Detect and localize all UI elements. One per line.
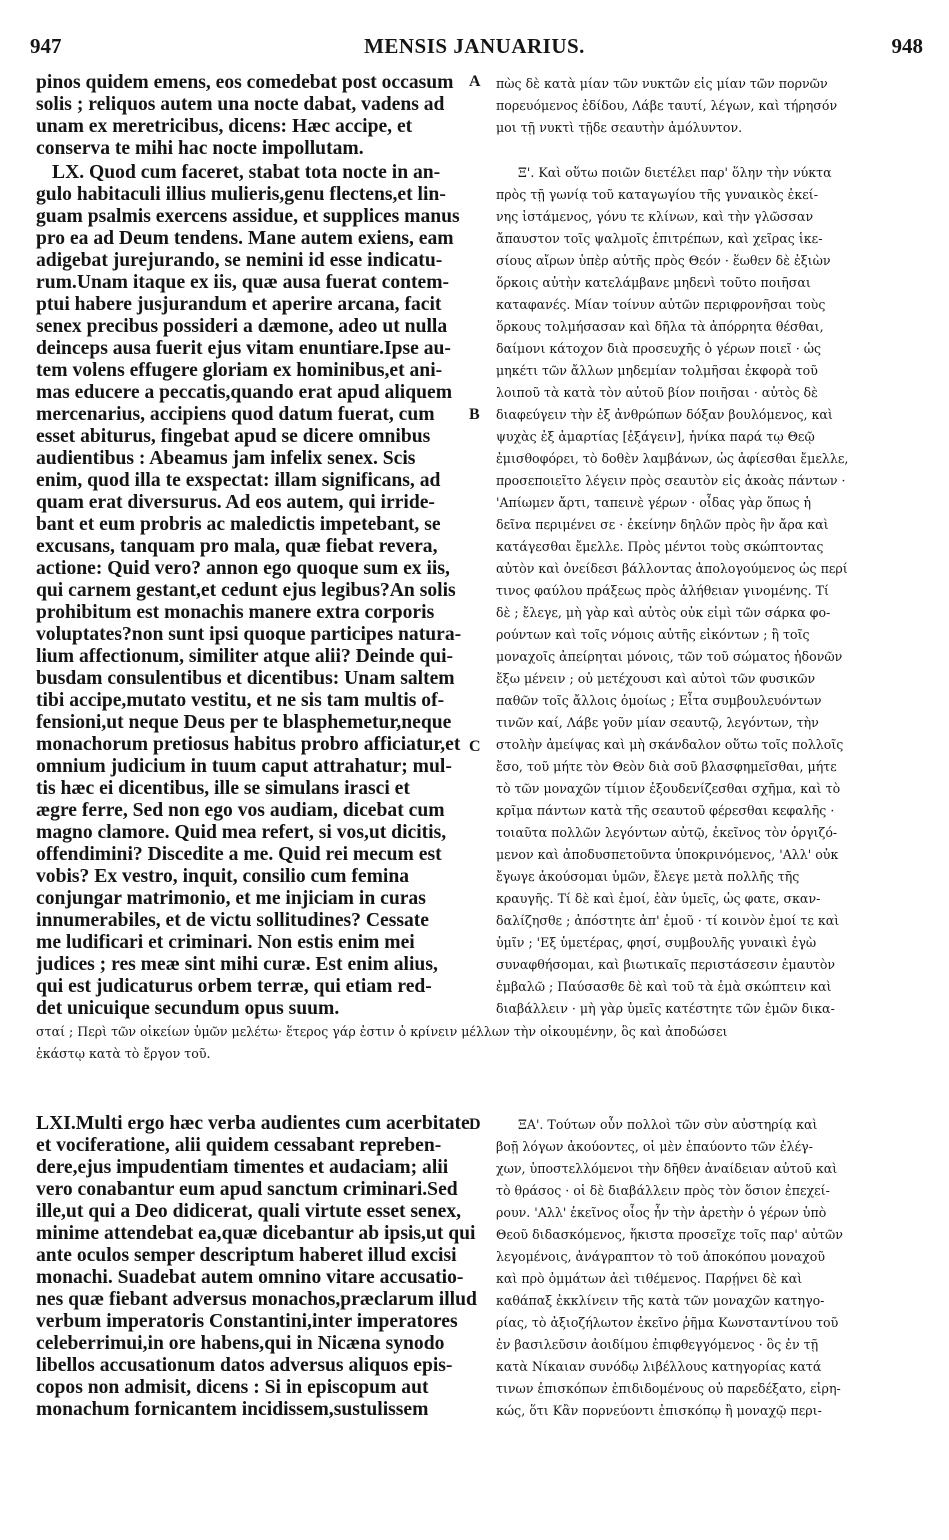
greek-line: τινος φαύλου πράξεως πρὸς ἀλήθειαν γινομένης. Τί bbox=[496, 583, 829, 598]
greek-line: Ξ'. Καὶ οὕτω ποιῶν διετέλει παρ' ὅλην τὴν νύκτα bbox=[518, 165, 832, 180]
latin-line: conjungar matrimonio, et me injiciam in curas bbox=[36, 888, 426, 909]
latin-line: qui est judicaturus orbem terræ, qui etiam red- bbox=[36, 976, 432, 997]
greek-line: καὶ πρὸ ὀμμάτων ἀεὶ τιθέμενος. Παρῄνει δὲ καὶ bbox=[496, 1271, 803, 1286]
greek-line: ὑμῖν ; 'Εξ ὑμετέρας, φησί, συμβουλῆς γυναικὶ ἐγὼ bbox=[496, 935, 817, 950]
greek-line: διαβάλλειν · μὴ γὰρ ὑμεῖς κατέστητε τῶν ἐμῶν δικα- bbox=[496, 1001, 835, 1016]
latin-line: me ludificari et criminari. Non estis enim mei bbox=[36, 932, 415, 953]
latin-line: vero conabantur eum apud sanctum criminari.Sed bbox=[36, 1179, 458, 1200]
greek-line: σίους αἴρων ὑπὲρ αὐτῆς πρὸς Θεόν · ἕωθεν δὲ ἐξιὼν bbox=[496, 253, 831, 268]
latin-line: deinceps ausa fuerit ejus vitam enuntiare.Ipse au- bbox=[36, 338, 451, 359]
margin-marker-d: D bbox=[469, 1116, 481, 1133]
latin-line: voluptates?non sunt ipsi quoque participes natura- bbox=[36, 624, 462, 645]
latin-line: et vociferatione, alii quidem cessabant repreben- bbox=[36, 1135, 442, 1156]
latin-line: ægre ferre, Sed non ego vos audiam, dicebat cum bbox=[36, 800, 445, 821]
greek-line: ἔσο, τοῦ μήτε τὸν Θεὸν διὰ σοῦ βλασφημεῖσθαι, μήτε bbox=[496, 759, 837, 774]
latin-line: prohibitum est monachis manere extra corporis bbox=[36, 602, 435, 623]
margin-marker-a: A bbox=[469, 73, 481, 90]
latin-line: audientibus : Abeamus jam infelix senex. Scis bbox=[36, 448, 416, 469]
greek-line: δαίμονι κάτοχον διὰ προσευχῆς ὁ γέρων ποιεῖ · ὡς bbox=[496, 341, 822, 356]
latin-line: adigebat jurejurando, se nemini id esse indicatu- bbox=[36, 250, 443, 271]
greek-line: συναφθήσομαι, καὶ βιωτικαῖς περιστάσεσιν ἐμαυτὸν bbox=[496, 957, 836, 972]
greek-line: ρίας, τὸ ἀξιοζήλωτον ἐκεῖνο ῥῆμα Κωνσταντίνου τοῦ bbox=[496, 1315, 839, 1330]
running-title: MENSIS JANUARIUS. bbox=[364, 34, 585, 58]
latin-line: dere,ejus impudentiam timentes et audaciam; alii bbox=[36, 1157, 449, 1178]
latin-line: quam erat diversurus. Ad eos autem, qui irride- bbox=[36, 492, 435, 513]
latin-line: LXI.Multi ergo hæc verba audientes cum acerbitate bbox=[36, 1113, 470, 1134]
latin-line: ille,ut qui a Deo didicerat, quali virtute esset senex, bbox=[36, 1201, 462, 1222]
greek-line: τὸ θράσος · οἱ δὲ διαβάλλειν πρὸς τὸν ὅσιον ἐπεχεί- bbox=[496, 1183, 830, 1198]
latin-line: vobis? Ex vestro, inquit, consilio cum femina bbox=[36, 866, 410, 887]
greek-line: μοι τῇ νυκτὶ τῇδε σεαυτὴν ἀμόλυντον. bbox=[496, 120, 743, 135]
greek-line: κατὰ Νίκαιαν συνόδῳ λιβέλλους κατηγορίας κατά bbox=[496, 1359, 822, 1374]
greek-line: δεῖνα περιμένει σε · ἐκείνην δηλῶν πρὸς ἣν ἄρα καὶ bbox=[496, 517, 829, 532]
latin-line: unam ex meretricibus, dicens: Hæc accipe, et bbox=[36, 116, 413, 137]
greek-line: τοιαῦτα πολλῶν λεγόντων αὐτῷ, ἐκεῖνος τὸν ὀργιζό- bbox=[496, 825, 838, 840]
greek-line: κραυγῆς. Τί δὲ καὶ ἐμοί, ἐὰν ὑμεῖς, ὡς φατε, σκαν- bbox=[496, 891, 821, 906]
greek-line: ὅρκους τολμήσασαν καὶ δῆλα τὰ ἀπόρρητα θέσθαι, bbox=[496, 319, 824, 334]
page-number-left: 947 bbox=[30, 34, 62, 58]
latin-line: senex precibus possideri a dæmone, adeo ut nulla bbox=[36, 316, 448, 337]
greek-line: στολὴν ἀμείψας καὶ μὴ σκάνδαλον οὕτω τοῖς πολλοῖς bbox=[496, 737, 844, 752]
page-number-right: 948 bbox=[891, 34, 923, 58]
latin-line: monachorum pretiosus habitus probro afficiatur,et bbox=[36, 734, 461, 755]
greek-line: βοῇ λόγων ἀκούοντες, οἱ μὲν ἐπαύοντο τῶν ἐλέγ- bbox=[496, 1139, 813, 1154]
latin-line: magno clamore. Quid mea refert, si vos,ut dicitis, bbox=[36, 822, 447, 843]
greek-line: προσεποιεῖτο λέγειν πρὸς σεαυτὸν εἰς ἀκοὰς πάντων · bbox=[496, 473, 846, 488]
greek-line: ρουν. 'Αλλ' ἐκεῖνος οἷος ἦν τὴν ἀρετὴν ὁ γέρων ὑπὸ bbox=[496, 1205, 827, 1220]
greek-line: χων, ὑποστελλόμενοι τὴν δῆθεν ἀναίδειαν αὐτοῦ καὶ bbox=[496, 1161, 838, 1176]
greek-line: δαλίζησθε ; ἀπόστητε ἀπ' ἐμοῦ · τί κοινὸν ἐμοί τε καὶ bbox=[496, 913, 840, 928]
latin-line: enim, quod illa te exspectat: illam significans, ad bbox=[36, 470, 441, 491]
latin-line: lium affectionum, similiter atque alii? Deinde qui- bbox=[36, 646, 454, 667]
greek-line: 'Απίωμεν ἄρτι, ταπεινὲ γέρων · οἶδας γὰρ ὅπως ἡ bbox=[496, 495, 812, 510]
greek-line: καθάπαξ ἐκκλίνειν τῆς κατὰ τῶν μοναχῶν κατηγο- bbox=[496, 1293, 825, 1308]
latin-line: monachum fornicantem incidissem,sustulissem bbox=[36, 1399, 429, 1420]
greek-line: τινῶν καί, Λάβε γοῦν μίαν σεαυτῷ, λεγόντων, τὴν bbox=[496, 715, 819, 730]
latin-line: innumerabiles, et de victu sollitudines? Cessate bbox=[36, 910, 429, 931]
greek-line: ἄπαυστον τοῖς ψαλμοῖς ἐπιτρέπων, καὶ χεῖρας ἱκε- bbox=[496, 231, 823, 246]
latin-line: minime attendebat ea,quæ dicebantur ab ipsis,ut qui bbox=[36, 1223, 476, 1244]
latin-line: mercenarius, accipiens quod datum fuerat, cum bbox=[36, 404, 435, 425]
latin-line: monachi. Suadebat autem omnino vitare accusatio- bbox=[36, 1267, 464, 1288]
greek-line: λεγομένοις, ἀνάγραπτον τὸ τοῦ ἀποκόπου μοναχοῦ bbox=[496, 1249, 826, 1264]
greek-line: ὅρκοις αὐτὴν κατελάμβανε μηδενὶ τοῦτο ποιῆσαι bbox=[496, 275, 811, 290]
latin-line: nes quæ fiebant adversus monachos,præclarum illud bbox=[36, 1289, 477, 1310]
latin-line: LX. Quod cum faceret, stabat tota nocte in an- bbox=[52, 162, 441, 183]
latin-line: pinos quidem emens, eos comedebat post occasum bbox=[36, 72, 454, 93]
latin-line: fensioni,ut neque Deus per te blasphemetur,neque bbox=[36, 712, 452, 733]
greek-line: δὲ ; ἔλεγε, μὴ γὰρ καὶ αὐτὸς οὐκ εἰμὶ τῶν σάρκα φο- bbox=[496, 605, 831, 620]
greek-line: κατάγεσθαι ἔμελλε. Πρὸς μέντοι τοὺς σκώπτοντας bbox=[496, 539, 824, 554]
margin-marker-c: C bbox=[469, 738, 481, 755]
latin-line: guam psalmis exercens assidue, et supplices manus bbox=[36, 206, 460, 227]
latin-line: bant et eum probris ac maledictis impetebant, se bbox=[36, 514, 441, 535]
latin-line: conserva te mihi hac nocte impollutam. bbox=[36, 138, 364, 159]
latin-line: tis hæc ei dicentibus, ille se simulans irasci et bbox=[36, 778, 410, 799]
latin-line: det unicuique secundum opus suum. bbox=[36, 998, 340, 1019]
greek-line: παθῶν τοῖς ἄλλοις ὁμοίως ; Εἶτα συμβουλευόντων bbox=[496, 693, 822, 708]
latin-line: busdam consulentibus et dicentibus: Unam saltem bbox=[36, 668, 455, 689]
margin-marker-b: B bbox=[469, 406, 480, 423]
latin-line: actione: Quid vero? annon ego quoque sum ex iis, bbox=[36, 558, 450, 579]
latin-line: excusans, tanquam pro mala, quæ fiebat revera, bbox=[36, 536, 438, 557]
greek-full-line: ἑκάστῳ κατὰ τὸ ἔργον τοῦ. bbox=[36, 1046, 211, 1061]
latin-line: verbum imperatoris Constantini,inter imperatores bbox=[36, 1311, 458, 1332]
greek-line: κώς, ὅτι Κἂν πορνεύοντι ἐπισκόπῳ ἢ μοναχῷ περι- bbox=[496, 1403, 822, 1418]
greek-line: διαφεύγειν τὴν ἐξ ἀνθρώπων δόξαν βουλόμενος, καὶ bbox=[496, 407, 833, 422]
greek-full-line: σταί ; Περὶ τῶν οἰκείων ὑμῶν μελέτω· ἕτερος γάρ ἐστιν ὁ κρίνειν μέλλων τὴν οἰκουμένην, ὃς καὶ ἀποδώσει bbox=[36, 1024, 728, 1039]
latin-line: offendimini? Discedite a me. Quid rei mecum est bbox=[36, 844, 442, 865]
page-header bbox=[20, 34, 929, 58]
greek-line: μοναχοῖς ἀπείρηται μόνοις, τῶν τοῦ σώματος ἡδονῶν bbox=[496, 649, 843, 664]
latin-line: ante oculos semper descriptum haberet illud excisi bbox=[36, 1245, 457, 1266]
latin-line: tem volens effugere gloriam ex hominibus,et ani- bbox=[36, 360, 443, 381]
greek-line: καταφανές. Μίαν τοίνυν αὐτῶν περιφρονῆσαι τοὺς bbox=[496, 297, 826, 312]
greek-line: τινων ἐπισκόπων ἐπιδιδομένους οὐ παρεδέξατο, εἰρη- bbox=[496, 1381, 841, 1396]
greek-line: ἐμισθοφόρει, τὸ δοθὲν λαμβάνων, ὡς ἀφίεσθαι ἔμελλε, bbox=[496, 451, 849, 466]
latin-line: solis ; reliquos autem una nocte dabat, vadens ad bbox=[36, 94, 445, 115]
latin-line: pro ea ad Deum tendens. Mane autem exiens, eam bbox=[36, 228, 454, 249]
latin-line: libellos accusationum datos adversus aliquos epis- bbox=[36, 1355, 453, 1376]
greek-line: Θεοῦ διδασκόμενος, ἥκιστα προσεῖχε τοῖς παρ' αὐτῶν bbox=[496, 1227, 843, 1242]
latin-line: gulo habitaculi illius mulieris,genu flectens,et lin- bbox=[36, 184, 446, 205]
greek-line: λοιποῦ τὰ κατὰ τὸν αὐτοῦ βίον ποιῆσαι · αὐτὸς δὲ bbox=[496, 385, 818, 400]
greek-line: ψυχὰς ἐξ ἁμαρτίας [ἐξάγειν], ἡνίκα παρά τῳ Θεῷ bbox=[496, 429, 815, 444]
greek-line: τὸ τῶν μοναχῶν τίμιον ἐξουδενίζεσθαι σχῆμα, καὶ τὸ bbox=[496, 781, 841, 796]
latin-line: tibi accipe,mutato vestitu, et ne sis tam multis of- bbox=[36, 690, 445, 711]
latin-line: judices ; res meæ sint mihi curæ. Est enim alius, bbox=[36, 954, 438, 975]
latin-line: omnium judicium in tuum caput attrahatur; mul- bbox=[36, 756, 452, 777]
greek-line: μενον καὶ ἀποδυσπετοῦντα ὑποκρινόμενος, 'Αλλ' οὐκ bbox=[496, 847, 839, 862]
greek-line: ἔγωγε ἀκούσομαι ὑμῶν, ἔλεγε μετὰ πολλῆς τῆς bbox=[496, 869, 800, 884]
greek-line: ἔξω μένειν ; οὐ μετέχουσι καὶ αὐτοὶ τῶν φυσικῶν bbox=[496, 671, 816, 686]
greek-line: αὐτὸν καὶ ὀνείδεσι βάλλοντας ἀπολογούμενος ὡς περί bbox=[496, 561, 848, 576]
greek-line: πρὸς τῇ γωνίᾳ τοῦ καταγωγίου τῆς γυναικὸς ἐκεί- bbox=[496, 187, 818, 202]
greek-line: ἐμβαλῶ ; Παύσασθε δὲ καὶ τοῦ τὰ ἐμὰ σκώπτειν καὶ bbox=[496, 979, 832, 994]
latin-line: ptui habere jusjurandum et aperire arcana, facit bbox=[36, 294, 442, 315]
greek-line: πὼς δὲ κατὰ μίαν τῶν νυκτῶν εἰς μίαν τῶν πορνῶν bbox=[496, 76, 828, 91]
greek-line: ρούντων καὶ τοῖς νόμοις αὐτῆς εἰκόντων ; ἢ τοῖς bbox=[496, 627, 810, 642]
latin-line: celeberrimui,in ore habens,qui in Nicæna synodo bbox=[36, 1333, 445, 1354]
latin-line: rum.Unam itaque ex iis, quæ ausa fuerat contem- bbox=[36, 272, 450, 293]
greek-line: νης ἱστάμενος, γόνυ τε κλίνων, καὶ τὴν γλῶσσαν bbox=[496, 209, 814, 224]
greek-line: πορευόμενος ἐδίδου, Λάβε ταυτί, λέγων, καὶ τήρησόν bbox=[496, 98, 838, 113]
greek-line: ἐν βασιλεῦσιν ἀοιδίμου ἐπιφθεγγόμενος · ὃς ἐν τῇ bbox=[496, 1337, 819, 1352]
latin-line: qui carnem gestant,et cedunt ejus legibus?An solis bbox=[36, 580, 456, 601]
greek-line: ΞΑ'. Τούτων οὖν πολλοὶ τῶν σὺν αὐστηρίᾳ καὶ bbox=[518, 1117, 818, 1132]
greek-line: μηκέτι τῶν ἄλλων μηδεμίαν τολμῆσαι ἐκφορὰ τοῦ bbox=[496, 363, 818, 378]
latin-line: mas educere a peccatis,quando erat apud aliquem bbox=[36, 382, 453, 403]
greek-line: κρῖμα πάντων κατὰ τῆς σεαυτοῦ φέρεσθαι κεφαλῆς · bbox=[496, 803, 835, 818]
latin-line: copos non admisit, dicens : Si in episcopum aut bbox=[36, 1377, 429, 1398]
latin-line: esset abiturus, fingebat apud se dicere omnibus bbox=[36, 426, 431, 447]
